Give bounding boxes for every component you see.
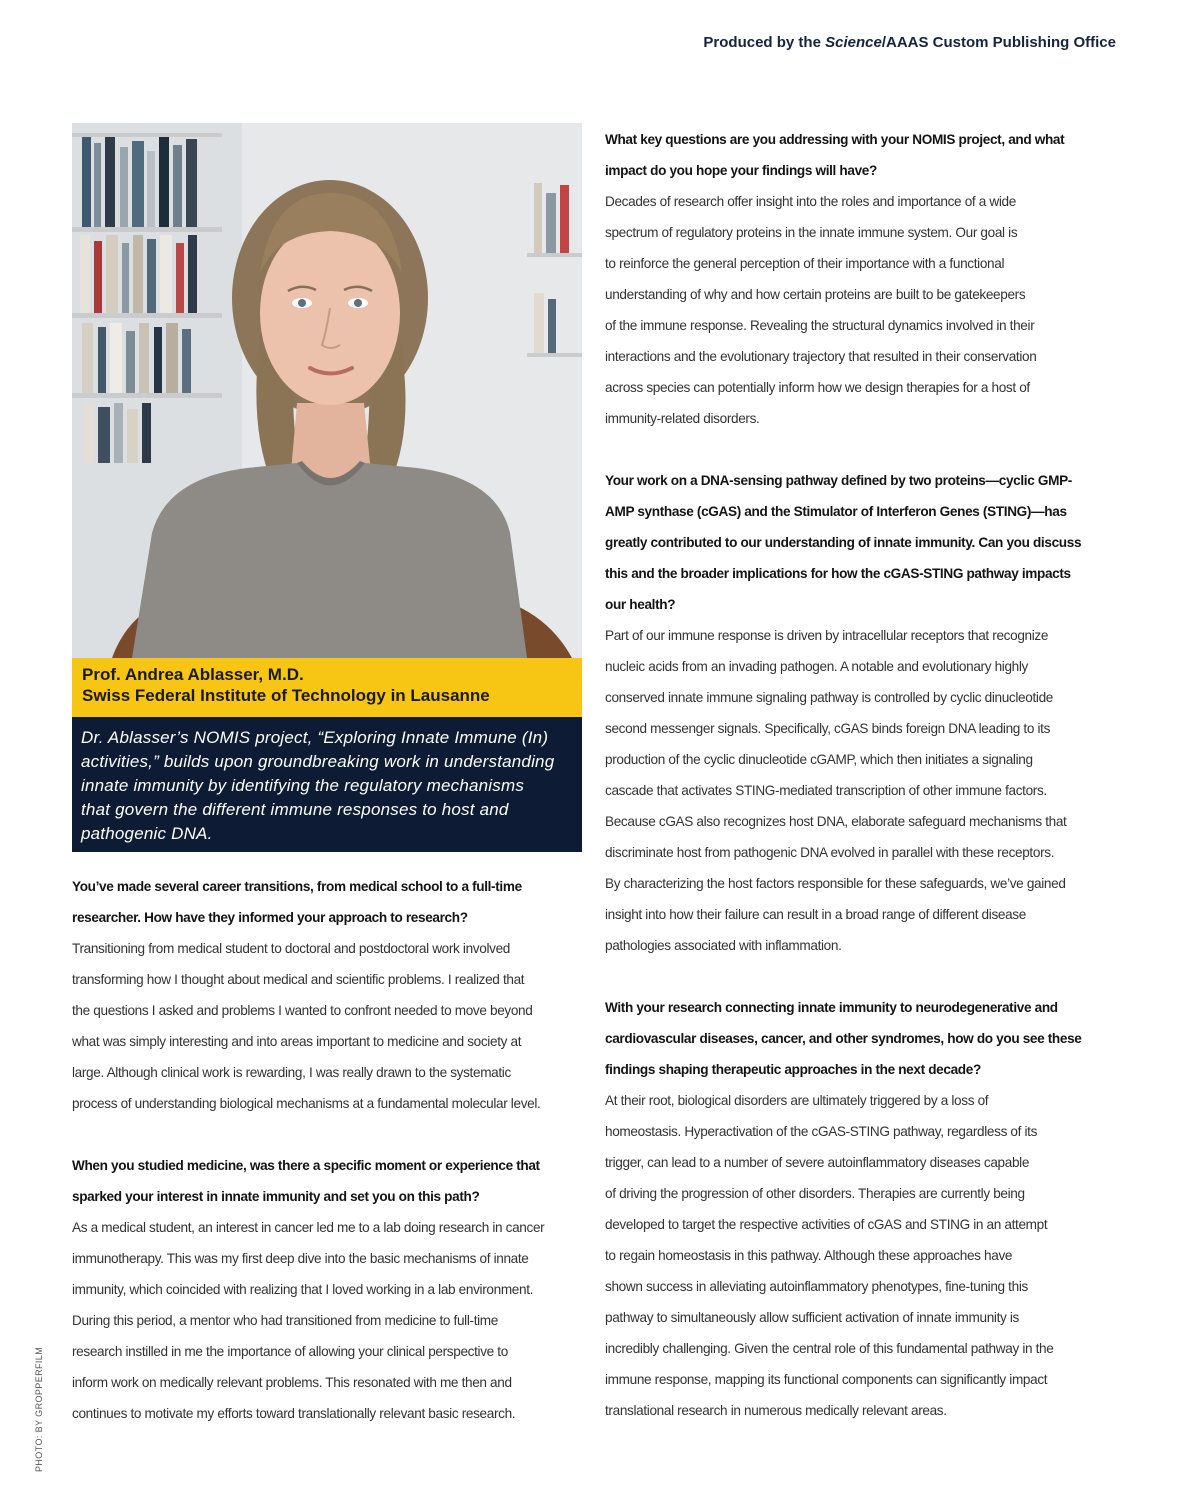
answer-line: of driving the progression of other disorders. Therapies are currently being (605, 1186, 1025, 1201)
answer-line: continues to motivate my efforts toward translationally relevant basic research. (72, 1406, 516, 1421)
answer-line: nucleic acids from an invading pathogen. A notable and evolutionary highly (605, 659, 1028, 674)
left-column (72, 871, 584, 1429)
question-line: cardiovascular diseases, cancer, and other syndromes, how do you see these (605, 1031, 1082, 1046)
question-line: When you studied medicine, was there a specific moment or experience that (72, 1158, 540, 1173)
answer-line: understanding of why and how certain proteins are built to be gatekeepers (605, 287, 1026, 302)
person-institution: Swiss Federal Institute of Technology in Lausanne (82, 686, 490, 705)
answer-line: what was simply interesting and into areas important to medicine and society at (72, 1034, 522, 1049)
answer-line: incredibly challenging. Given the central role of this fundamental pathway in the (605, 1341, 1054, 1356)
question-line: You’ve made several career transitions, from medical school to a full-time (72, 879, 522, 894)
blurb-line: pathogenic DNA. (81, 824, 213, 843)
question-line: findings shaping therapeutic approaches in the next decade? (605, 1062, 981, 1077)
answer-line: During this period, a mentor who had transitioned from medicine to full-time (72, 1313, 498, 1328)
question-line: Your work on a DNA-sensing pathway defined by two proteins—cyclic GMP- (605, 473, 1072, 488)
answer-line: immunity-related disorders. (605, 411, 760, 426)
caption-name-block (72, 658, 582, 717)
answer-line: large. Although clinical work is rewarding, I was really drawn to the systematic (72, 1065, 511, 1080)
blurb-line: that govern the different immune responses to host and (81, 800, 509, 819)
answer-line: At their root, biological disorders are ultimately triggered by a loss of (605, 1093, 989, 1108)
answer-line: process of understanding biological mechanisms at a fundamental molecular level. (72, 1096, 541, 1111)
question-line: AMP synthase (cGAS) and the Stimulator of Interferon Genes (STING)—has (605, 504, 1067, 519)
answer-line: shown success in alleviating autoinflammatory phenotypes, fine-tuning this (605, 1279, 1028, 1294)
answer-line: immunotherapy. This was my first deep dive into the basic mechanisms of innate (72, 1251, 529, 1266)
portrait-photo (72, 123, 582, 658)
header-suffix: /AAAS Custom Publishing Office (881, 34, 1116, 51)
question-line: impact do you hope your findings will have? (605, 163, 877, 178)
question-line: What key questions are you addressing with your NOMIS project, and what (605, 132, 1065, 147)
answer-line: Transitioning from medical student to doctoral and postdoctoral work involved (72, 941, 510, 956)
question-line: With your research connecting innate immunity to neurodegenerative and (605, 1000, 1058, 1015)
answer-line: developed to target the respective activities of cGAS and STING in an attempt (605, 1217, 1048, 1232)
right-column (605, 124, 1115, 1426)
blurb-line: activities,” builds upon groundbreaking work in understanding (81, 752, 555, 771)
photo-credit: PHOTO: BY GROPPERFILM (34, 1346, 44, 1472)
question-line: sparked your interest in innate immunity and set you on this path? (72, 1189, 480, 1204)
answer-line: production of the cyclic dinucleotide cGAMP, which then initiates a signaling (605, 752, 1033, 767)
question-line: our health? (605, 597, 676, 612)
answer-line: insight into how their failure can result in a broad range of different disease (605, 907, 1026, 922)
answer-line: conserved innate immune signaling pathway is controlled by cyclic dinucleotide (605, 690, 1053, 705)
answer-line: Because cGAS also recognizes host DNA, elaborate safeguard mechanisms that (605, 814, 1067, 829)
answer-line: to regain homeostasis in this pathway. Although these approaches have (605, 1248, 1013, 1263)
qa-block (605, 992, 1115, 1426)
answer-line: spectrum of regulatory proteins in the innate immune system. Our goal is (605, 225, 1018, 240)
caption-project-blurb (72, 717, 582, 852)
answer-line: of the immune response. Revealing the structural dynamics involved in their (605, 318, 1035, 333)
publisher-header (703, 34, 1116, 51)
answer-line: Part of our immune response is driven by intracellular receptors that recognize (605, 628, 1049, 643)
paragraph-gap (605, 434, 1115, 465)
header-prefix: Produced by the (703, 34, 826, 51)
answer-line: transforming how I thought about medical and scientific problems. I realized that (72, 972, 525, 987)
header-journal-name: Science (825, 34, 882, 51)
answer-line: across species can potentially inform how we design therapies for a host of (605, 380, 1030, 395)
blurb-line: Dr. Ablasser’s NOMIS project, “Exploring Innate Immune (In) (81, 728, 549, 747)
person-name: Prof. Andrea Ablasser, M.D. (82, 665, 304, 684)
answer-line: to reinforce the general perception of their importance with a functional (605, 256, 1005, 271)
answer-line: By characterizing the host factors responsible for these safeguards, we’ve gained (605, 876, 1066, 891)
answer-line: trigger, can lead to a number of severe autoinflammatory diseases capable (605, 1155, 1030, 1170)
qa-block (605, 124, 1115, 434)
blurb-line: innate immunity by identifying the regulatory mechanisms (81, 776, 525, 795)
answer-line: interactions and the evolutionary trajectory that resulted in their conservation (605, 349, 1037, 364)
qa-block (72, 1150, 584, 1429)
answer-line: immune response, mapping its functional components can significantly impact (605, 1372, 1048, 1387)
question-line: researcher. How have they informed your approach to research? (72, 910, 468, 925)
answer-line: second messenger signals. Specifically, cGAS binds foreign DNA leading to its (605, 721, 1051, 736)
answer-line: Decades of research offer insight into the roles and importance of a wide (605, 194, 1016, 209)
answer-line: As a medical student, an interest in cancer led me to a lab doing research in cancer (72, 1220, 545, 1235)
answer-line: discriminate host from pathogenic DNA evolved in parallel with these receptors. (605, 845, 1055, 860)
answer-line: immunity, which coincided with realizing that I loved working in a lab environment. (72, 1282, 534, 1297)
answer-line: the questions I asked and problems I wanted to confront needed to move beyond (72, 1003, 533, 1018)
paragraph-gap (72, 1119, 584, 1150)
paragraph-gap (605, 961, 1115, 992)
answer-line: homeostasis. Hyperactivation of the cGAS-STING pathway, regardless of its (605, 1124, 1038, 1139)
qa-block (72, 871, 584, 1119)
answer-line: translational research in numerous medically relevant areas. (605, 1403, 947, 1418)
qa-block (605, 465, 1115, 961)
answer-line: research instilled in me the importance of allowing your clinical perspective to (72, 1344, 508, 1359)
answer-line: pathway to simultaneously allow sufficient activation of innate immunity is (605, 1310, 1020, 1325)
answer-line: inform work on medically relevant problems. This resonated with me then and (72, 1375, 512, 1390)
question-line: greatly contributed to our understanding of innate immunity. Can you discuss (605, 535, 1082, 550)
question-line: this and the broader implications for how the cGAS-STING pathway impacts (605, 566, 1071, 581)
answer-line: pathologies associated with inflammation. (605, 938, 842, 953)
answer-line: cascade that activates STING-mediated transcription of other immune factors. (605, 783, 1047, 798)
portrait-photo-icon (72, 123, 582, 658)
